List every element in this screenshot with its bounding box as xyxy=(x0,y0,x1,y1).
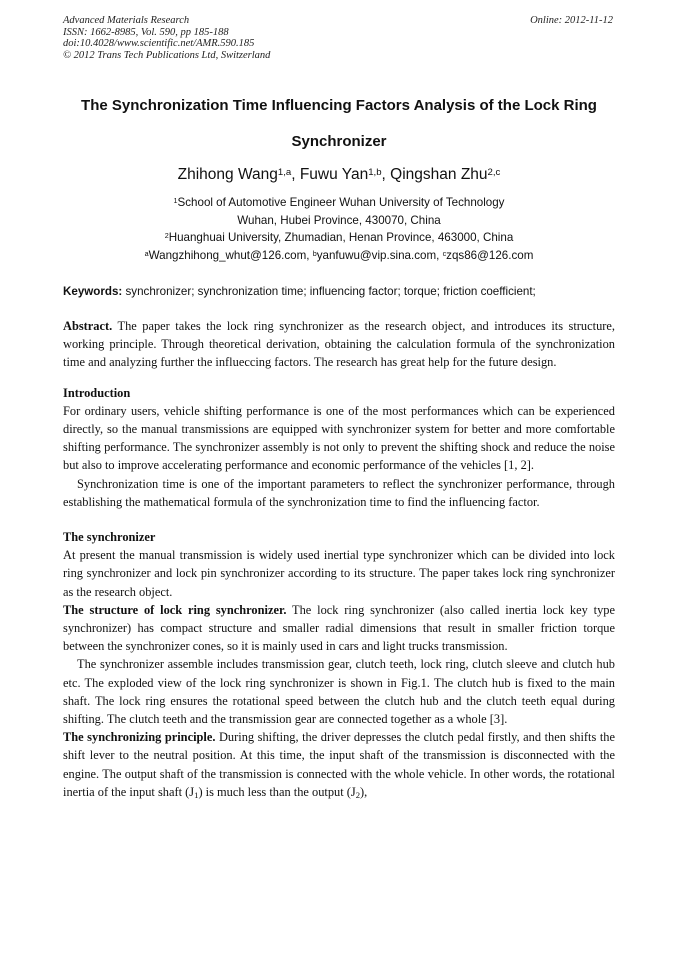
author-superscript: 2,c xyxy=(487,166,501,178)
author-name: Zhihong Wang xyxy=(177,166,278,183)
affiliation-1-address: Wuhan, Hubei Province, 430070, China xyxy=(237,213,441,227)
title-line-1: The Synchronization Time Influencing Factors Analysis of the Lock Ring xyxy=(81,97,597,114)
copyright-line: © 2012 Trans Tech Publications Ltd, Switzerland xyxy=(63,49,271,61)
assembly-paragraph: The synchronizer assemble includes transmission gear, clutch teeth, lock ring, clutch sleeve and clutch hub etc. The exploded view of the lock ring synchronizer is shown in Fig.1. The clutch hub is fixed to the main shaft. The lock ring ensures the rotational speed between the clutch hub and the clutch teeth equal during shifting. The clutch teeth and the transmission gear are connected together as a whole [3]. xyxy=(63,657,615,727)
affiliation-marker: 1 xyxy=(173,195,178,205)
email-line xyxy=(40,247,638,265)
introduction-paragraph: For ordinary users, vehicle shifting performance is one of the most performances which can be experienced directly, so the manual transmissions are equipped with synchronizer system for better and more comfortable shifting performance. The synchronizer assembly is not only to prevent the shifting shock and reduce the noise but also to improve accelerating performance and economic performance of the vehicles [1, 2]. xyxy=(63,403,615,473)
author-separator: , xyxy=(291,166,300,183)
affiliations xyxy=(40,194,638,264)
email-separator: , xyxy=(436,248,443,262)
abstract xyxy=(63,317,615,372)
issn-line: ISSN: 1662-8985, Vol. 590, pp 185-188 xyxy=(63,26,229,38)
subscript: 1 xyxy=(194,789,199,800)
structure-paragraph xyxy=(63,601,615,656)
keywords-label: Keywords: xyxy=(63,285,123,298)
author-superscript: 1,a xyxy=(277,166,292,178)
author-name: Qingshan Zhu xyxy=(390,166,488,183)
online-date: Online: 2012-11-12 xyxy=(530,15,613,26)
synchronizer-paragraph: At present the manual transmission is widely used inertial type synchronizer which can be divided into lock ring synchronizer and lock pin synchronizer according to its structure. The paper takes lock ring synchronizer as the research object. xyxy=(63,548,615,599)
affiliation-text: School of Automotive Engineer Wuhan University of Technology xyxy=(177,196,505,209)
author-name: Fuwu Yan xyxy=(299,166,369,183)
affiliation-1 xyxy=(40,194,638,212)
title-line-2: Synchronizer xyxy=(291,133,387,150)
email-address: yanfuwu@vip.sina.com xyxy=(316,248,437,262)
introduction-paragraph: Synchronization time is one of the important parameters to reflect the synchronizer performance, through establishing the mathematical formula of the synchronization time to find the influencing factor. xyxy=(63,476,615,509)
author-list xyxy=(40,165,638,185)
introduction-heading: Introduction xyxy=(63,385,131,400)
affiliation-marker: 2 xyxy=(164,230,169,240)
structure-text: The lock ring synchronizer (also called inertia lock key type synchronizer) has compact structure and smaller radial dimensions that result in smaller friction torque between the synchronizer cones, so it is mainly used in cars and light trucks transmission. xyxy=(63,602,615,654)
email-marker: b xyxy=(312,248,317,258)
email-address: zqs86@126.com xyxy=(446,248,534,262)
principle-paragraph xyxy=(63,728,615,801)
email-separator: , xyxy=(306,248,313,262)
journal-name: Advanced Materials Research xyxy=(63,15,190,26)
principle-text: ) is much less than the output (J xyxy=(198,784,356,799)
structure-label: The structure of lock ring synchronizer. xyxy=(63,602,287,617)
principle-text: During shifting, the driver depresses the clutch pedal firstly, and then shifts the shift lever to the neutral position. At this time, the input shaft of the transmission is disconnected with the engine. The output shaft of the transmission is connected with the whole vehicle. In other words, the rotational inertia of the input shaft (J xyxy=(63,730,615,799)
paper-body xyxy=(63,317,615,801)
email-address: Wangzhihong_whut@126.com xyxy=(148,248,307,262)
keywords-text: synchronizer; synchronization time; influencing factor; torque; friction coefficient; xyxy=(122,285,536,298)
subscript: 2 xyxy=(355,789,361,800)
email-marker: c xyxy=(442,248,447,258)
principle-label: The synchronizing principle. xyxy=(63,730,216,745)
author-separator: , xyxy=(381,166,391,183)
affiliation-2 xyxy=(40,229,638,247)
email-marker: a xyxy=(144,248,149,258)
doi-line: doi:10.4028/www.scientific.net/AMR.590.185 xyxy=(63,38,255,49)
journal-header xyxy=(63,15,270,61)
keywords xyxy=(63,284,618,300)
affiliation-text: Huanghuai University, Zhumadian, Henan Province, 463000, China xyxy=(168,231,514,245)
paper-title xyxy=(40,88,638,160)
abstract-label: Abstract. xyxy=(63,319,113,333)
abstract-text: The paper takes the lock ring synchronizer as the research object, and introduces its structure, working principle. Through theoretical derivation, obtaining the calculation formula of the synchronization time and analyzing further the influeccing factors. The research has great help for the future design. xyxy=(63,319,615,370)
synchronizer-heading: The synchronizer xyxy=(63,530,156,545)
principle-text: ), xyxy=(360,784,368,799)
author-superscript: 1,b xyxy=(368,166,382,178)
